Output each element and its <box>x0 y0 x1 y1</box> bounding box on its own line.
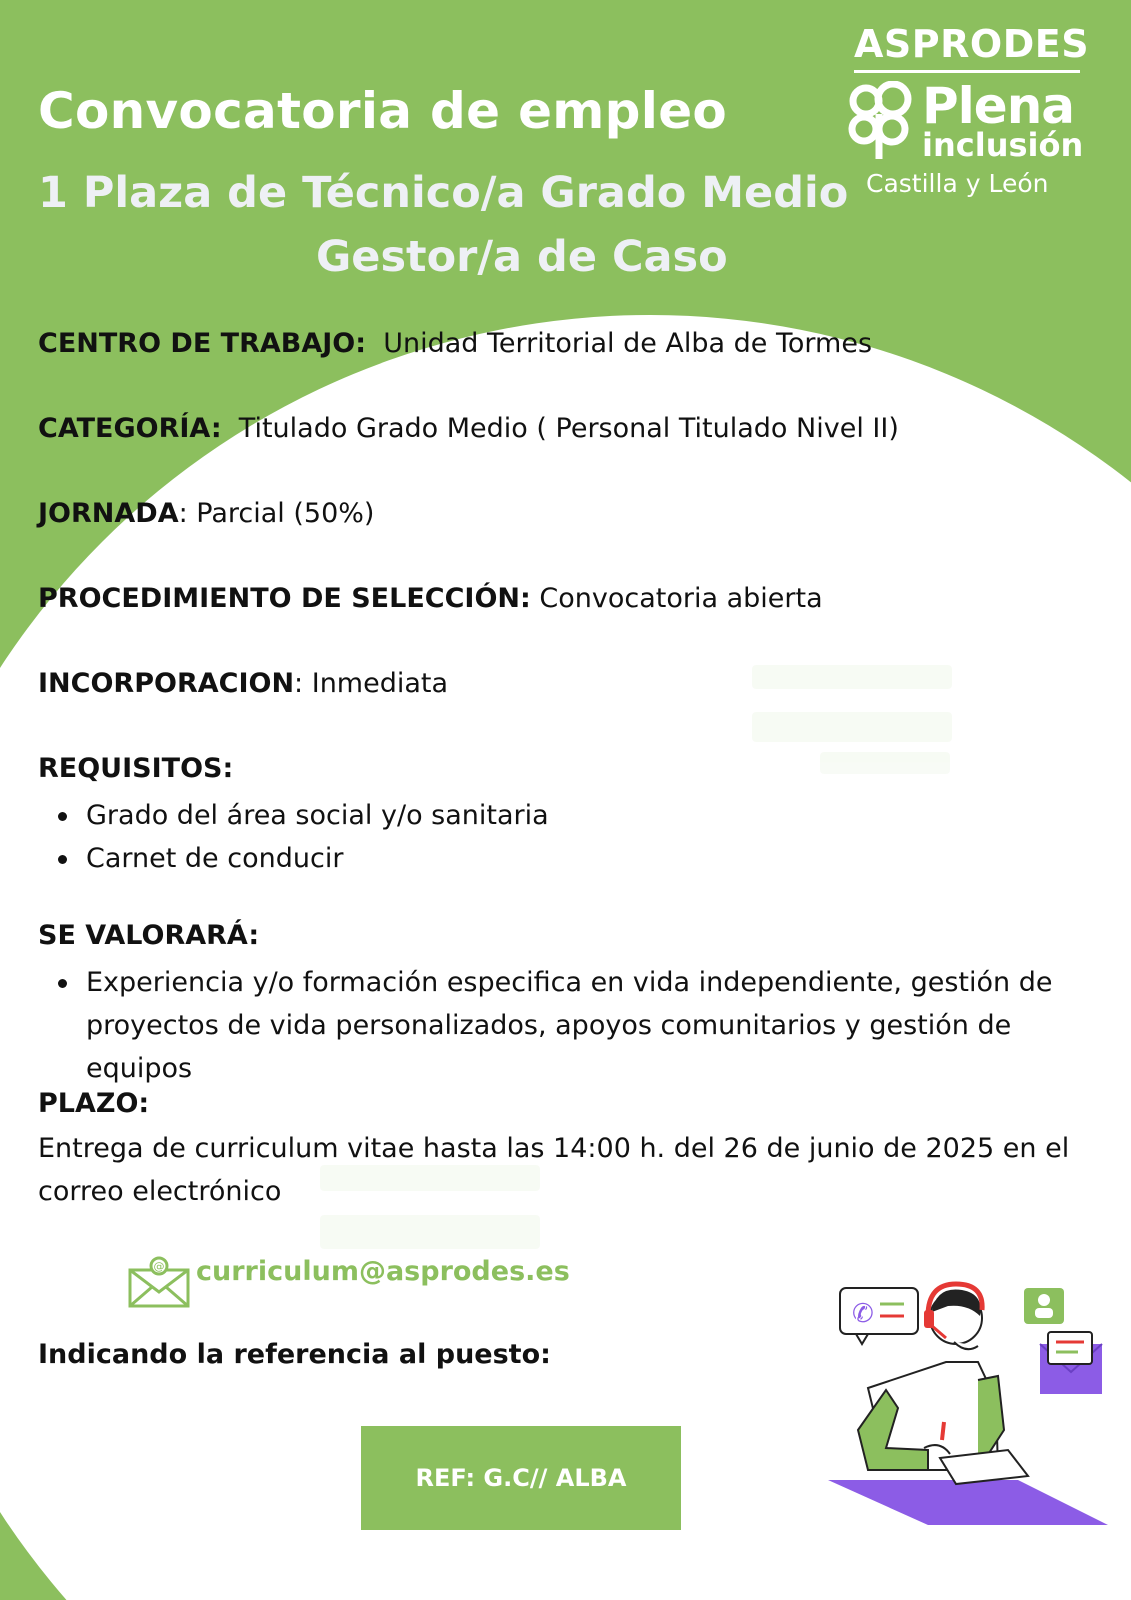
plazo-label: PLAZO: <box>38 1088 150 1119</box>
jornada-row <box>38 498 374 529</box>
centro-value: Unidad Territorial de Alba de Tormes <box>383 328 873 359</box>
list-item: Grado del área social y/o sanitaria <box>58 794 549 837</box>
job-title-line1: 1 Plaza de Técnico/a Grado Medio <box>38 168 849 218</box>
procedimiento-value: Convocatoria abierta <box>539 583 823 614</box>
logo-plena: Plena <box>922 77 1075 135</box>
incorporacion-value: : Inmediata <box>294 668 449 699</box>
clover-icon <box>848 81 914 161</box>
list-item: Carnet de conducir <box>58 837 549 880</box>
svg-text:✆: ✆ <box>852 1299 874 1329</box>
mail-icon <box>128 1256 190 1308</box>
call-center-worker-illustration <box>828 1280 1128 1540</box>
valorara-heading <box>38 920 259 951</box>
requisitos-heading <box>38 753 233 784</box>
logo-org-name: ASPRODES <box>854 22 1090 66</box>
categoria-label: CATEGORÍA: <box>38 413 222 444</box>
list-item: Experiencia y/o formación especifica en vida independiente, gestión de proyectos de vida personalizados, apoyos comunitarios y gestión de equipos <box>58 961 1118 1090</box>
job-title-line2: Gestor/a de Caso <box>316 232 728 282</box>
incorporacion-label: INCORPORACION <box>38 668 295 699</box>
centro-row <box>38 328 872 359</box>
categoria-row <box>38 413 899 444</box>
procedimiento-row <box>38 583 823 614</box>
asprodes-plena-inclusion-logo <box>848 22 1088 198</box>
logo-region: Castilla y León <box>866 169 1049 198</box>
requisitos-label: REQUISITOS: <box>38 753 234 784</box>
categoria-value: Titulado Grado Medio ( Personal Titulado Nivel II) <box>238 413 899 444</box>
jornada-value: : Parcial (50%) <box>178 498 375 529</box>
plazo-heading <box>38 1088 149 1119</box>
procedimiento-label: PROCEDIMIENTO DE SELECCIÓN: <box>38 583 531 614</box>
jornada-label: JORNADA <box>38 498 179 529</box>
contact-email-link[interactable]: curriculum@asprodes.es <box>196 1256 570 1287</box>
logo-divider <box>854 70 1080 73</box>
requisitos-list <box>58 794 549 880</box>
referencia-label: Indicando la referencia al puesto: <box>38 1339 551 1370</box>
incorporacion-row <box>38 668 448 699</box>
svg-text:@: @ <box>153 1260 165 1273</box>
valorara-label: SE VALORARÁ: <box>38 920 260 951</box>
page-title: Convocatoria de empleo <box>38 82 728 140</box>
valorara-list <box>58 961 1118 1090</box>
logo-inclusion: inclusión <box>922 126 1084 164</box>
reference-code: REF: G.C// ALBA <box>415 1464 627 1492</box>
reference-badge <box>361 1426 681 1530</box>
centro-label: CENTRO DE TRABAJO: <box>38 328 367 359</box>
plazo-text: Entrega de curriculum vitae hasta las 14:00 h. del 26 de junio de 2025 en el correo electrónico <box>38 1133 1070 1207</box>
